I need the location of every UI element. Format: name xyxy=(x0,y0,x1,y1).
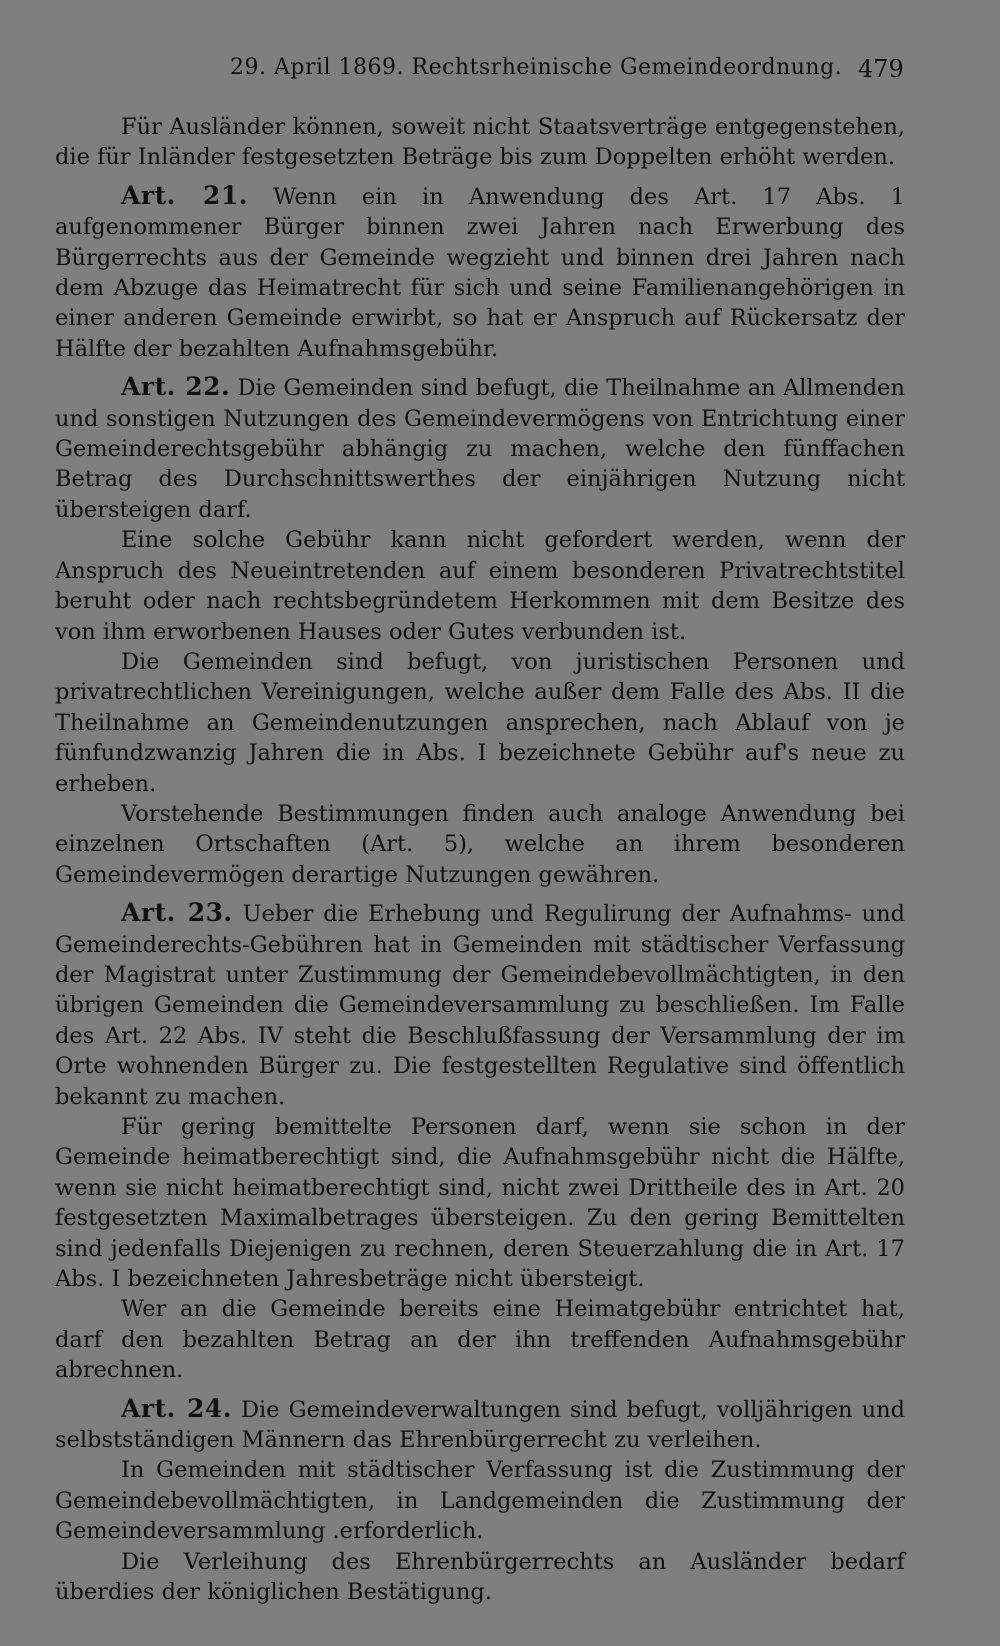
paragraph-text: Ueber die Erhebung und Regulirung der Aufnahms- und Gemeinderechts-Gebühren hat in Gemeinden mit städtischer Verfassung der Magistrat unter Zustimmung der Gemeindebevollmächtigten, in den übrigen Gemeinden die Gemeindeversammlung zu beschließen. Im Falle des Art. 22 Abs. IV steht die Beschlußfassung der Versammlung der im Orte wohnenden Bürger zu. Die festgestellten Regulative sind öffentlich bekannt zu machen. xyxy=(55,901,905,1110)
article-label: Art. 22. xyxy=(121,372,231,402)
article-label: Art. 23. xyxy=(121,898,233,928)
article-label: Art. 24. xyxy=(121,1393,232,1423)
running-title: 29. April 1869. Rechtsrheinische Gemeindeordnung. xyxy=(230,55,843,80)
paragraph-text: Vorstehende Bestimmungen finden auch analoge Anwendung bei einzelnen Ortschaften (Art. 5), welche an ihrem besonderen Gemeindevermögen derartige Nutzungen gewähren. xyxy=(55,800,905,888)
paragraph xyxy=(55,1294,905,1385)
paragraph-text: Die Gemeinden sind befugt, die Theilnahme an Allmenden und sonstigen Nutzungen des Gemeindevermögens von Entrichtung einer Gemeinderechtsgebühr abhängig zu machen, welche den fünffachen Betrag des Durchschnittswerthes der einjährigen Nutzung nicht übersteigen darf. xyxy=(55,375,905,523)
paragraph xyxy=(55,647,905,799)
article-21 xyxy=(55,181,905,364)
paragraph-text: Wer an die Gemeinde bereits eine Heimatgebühr entrichtet hat, darf den bezahlten Betrag an der ihn treffenden Aufnahmsgebühr abrechnen. xyxy=(55,1296,905,1384)
paragraph-text: Für Ausländer können, soweit nicht Staatsverträge entgegenstehen, die für Inländer festgesetzten Beträge bis zum Doppelten erhöht werden. xyxy=(55,114,905,171)
paragraph-text: Für gering bemittelte Personen darf, wenn sie schon in der Gemeinde heimatberechtigt sind, die Aufnahmsgebühr nicht die Hälfte, wenn sie nicht heimatberechtigt sind, nicht zwei Drittheile des in Art. 20 festgesetzten Maximalbetrages übersteigen. Zu den gering Bemittelten sind jedenfalls Diejenigen zu rechnen, deren Steuerzahlung die in Art. 17 Abs. I bezeichneten Jahresbeträge nicht übersteigt. xyxy=(55,1114,905,1293)
paragraph-text: Die Gemeinden sind befugt, von juristischen Personen und privatrechtlichen Vereinigungen, welche außer dem Falle des Abs. II die Theilnahme an Gemeindenutzungen ansprechen, nach Ablauf von je fünfundzwanzig Jahren die in Abs. I bezeichnete Gebühr auf's neue zu erheben. xyxy=(55,648,905,797)
article-label: Art. 21. xyxy=(121,180,249,210)
paragraph xyxy=(55,1112,905,1294)
paragraph-text: Die Verleihung des Ehrenbürgerrechts an Ausländer bedarf überdies der königlichen Bestätigung. xyxy=(55,1548,905,1606)
paragraph xyxy=(55,1547,905,1608)
paragraph-text: Wenn ein in Anwendung des Art. 17 Abs. 1 aufgenommener Bürger binnen zwei Jahren nach Erwerbung des Bürgerrechts aus der Gemeinde wegzieht und binnen drei Jahren nach dem Abzuge das Heimatrecht für sich und seine Familienangehörigen in einer anderen Gemeinde erwirbt, so hat er Anspruch auf Rückersatz der Hälfte der bezahlten Aufnahmsgebühr. xyxy=(55,183,905,362)
page-number: 479 xyxy=(858,55,904,83)
paragraph-text: Die Gemeindeverwaltungen sind befugt, volljährigen und selbstständigen Männern das Ehrenbürgerrecht zu verleihen. xyxy=(55,1396,905,1454)
paragraph-text: In Gemeinden mit städtischer Verfassung ist die Zustimmung der Gemeindebevollmächtigten, in Landgemeinden die Zustimmung der Gemeindeversammlung .erforderlich. xyxy=(55,1457,905,1545)
page-header xyxy=(0,55,1000,95)
paragraph xyxy=(55,1455,905,1546)
article-24 xyxy=(55,1394,905,1456)
article-23 xyxy=(55,898,905,1112)
paragraph xyxy=(55,112,905,173)
paragraph xyxy=(55,525,905,647)
article-22 xyxy=(55,372,905,525)
body-text xyxy=(55,112,905,1608)
paragraph xyxy=(55,799,905,890)
paragraph-text: Eine solche Gebühr kann nicht gefordert werden, wenn der Anspruch des Neueintretenden auf einem besonderen Privatrechtstitel beruht oder nach rechtsbegründetem Herkommen mit dem Besitze des von ihm erworbenen Hauses oder Gutes verbunden ist. xyxy=(55,527,905,645)
